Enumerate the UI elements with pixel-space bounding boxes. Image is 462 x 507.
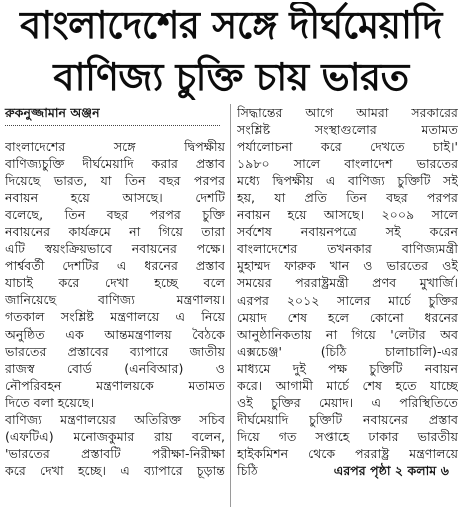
- text-line: নবায়নের কার্যক্রমে না গিয়ে তারা: [5, 224, 225, 240]
- text-line: গতকাল সংশ্লিষ্ট মন্ত্রণালয়ে এ নিয়ে: [5, 309, 225, 325]
- text-line: মাধ্যমে দুই পক্ষ চুক্তিটি নবায়ন: [237, 360, 458, 376]
- left-column-body: [5, 138, 225, 479]
- text-line: সময়ের পররাষ্ট্রমন্ত্রী প্রণব মুখার্জি।: [237, 275, 458, 291]
- continuation-lead: চিঠি: [237, 462, 258, 478]
- text-line: এক্সচেঞ্জ' (চিঠি চালাচালি)-এর: [237, 343, 458, 359]
- continuation-jump-label: এরপর পৃষ্ঠা ২ কলাম ৬: [333, 462, 449, 478]
- text-line: ভারতের প্রস্তাবের ব্যাপারে জাতীয়: [5, 343, 225, 359]
- text-line: বাণিজ্য মন্ত্রণালয়ের অতিরিক্ত সচিব: [5, 411, 225, 427]
- article-column-left: [5, 104, 225, 479]
- text-line: নবায়ন হয়ে আসছে। দেশটি: [5, 190, 225, 206]
- text-line: রাজস্ব বোর্ড (এনবিআর) ও: [5, 360, 225, 376]
- text-line: সংশ্লিষ্ট সংস্থাগুলোর মতামত: [237, 122, 458, 138]
- text-line: দীর্ঘমেয়াদি চুক্তিটি নবায়নের প্রস্তাব: [237, 411, 458, 427]
- text-line: মেয়াদ শেষ হলে কোনো ধরনের: [237, 309, 458, 325]
- text-line: নৌপরিবহন মন্ত্রণালয়কে মতামত: [5, 377, 225, 393]
- text-line: মধ্যে দ্বিপক্ষীয় এ বাণিজ্য চুক্তিটি সই: [237, 173, 458, 189]
- text-line: হাইকমিশন থেকে পররাষ্ট্র মন্ত্রণালয়ে: [237, 445, 458, 461]
- text-line: (এফটিএ) মনোজকুমার রায় বলেন,: [5, 428, 225, 444]
- byline-divider: [5, 125, 220, 126]
- headline-line-1: বাংলাদেশের সঙ্গে দীর্ঘমেয়াদি: [20, 3, 442, 47]
- text-line: সিদ্ধান্তের আগে আমরা সরকারের: [237, 105, 458, 120]
- text-line: পর্যালোচনা করে দেখতে চাই।': [237, 139, 458, 155]
- text-line: বাংলাদেশের তখনকার বাণিজ্যমন্ত্রী: [237, 241, 458, 257]
- text-line: সর্বশেষ নবায়নপত্রে সই করেন: [237, 224, 458, 240]
- text-line: দিয়েছে ভারত, যা তিন বছর পরপর: [5, 173, 225, 189]
- text-line: ওই চুক্তির মেয়াদ। এ পরিস্থিতিতে: [237, 394, 458, 410]
- text-line: দিয়ে গত সপ্তাহে ঢাকার ভারতীয়: [237, 428, 458, 444]
- text-line: এটি স্বয়ংক্রিয়ভাবে নবায়নের পক্ষে।: [5, 241, 225, 257]
- text-line: করে। আগামী মার্চে শেষ হতে যাচ্ছে: [237, 377, 458, 393]
- text-line: বলেছে, তিন বছর পরপর চুক্তি: [5, 207, 225, 223]
- text-line: ১৯৮০ সালে বাংলাদেশ ভারতের: [237, 156, 458, 172]
- text-line: নবায়ন হয়ে আসছে। ২০০৯ সালে: [237, 207, 458, 223]
- column-divider: [230, 104, 231, 507]
- text-line: দিতে বলা হয়েছে।: [5, 394, 95, 410]
- text-line: যাচাই করে দেখা হচ্ছে বলে: [5, 275, 225, 291]
- text-line: পার্শ্ববর্তী দেশটির এ ধরনের প্রস্তাব: [5, 258, 225, 274]
- text-line: অনুষ্ঠিত এক আন্তমন্ত্রণালয় বৈঠকে: [5, 326, 225, 342]
- byline: রুকনুজ্জামান অঞ্জন: [5, 105, 100, 120]
- article-column-right: [237, 104, 458, 479]
- text-line: বাংলাদেশের সঙ্গে দ্বিপক্ষীয়: [5, 139, 225, 154]
- text-line: এরপর ২০১২ সালের মার্চে চুক্তির: [237, 292, 458, 308]
- text-line: করে দেখা হচ্ছে। এ ব্যাপারে চূড়ান্ত: [5, 462, 225, 478]
- right-column-body: [237, 104, 458, 462]
- text-line: 'ভারতের প্রস্তাবটি পরীক্ষা-নিরীক্ষা: [5, 445, 225, 461]
- text-line: বাণিজ্যচুক্তি দীর্ঘমেয়াদি করার প্রস্তাব: [5, 156, 225, 172]
- headline-line-2: বাণিজ্য চুক্তি চায় ভারত: [53, 55, 409, 99]
- text-line: মুহাম্মদ ফারুক খান ও ভারতের ওই: [237, 258, 458, 274]
- text-line: জানিয়েছে বাণিজ্য মন্ত্রণালয়।: [5, 292, 225, 308]
- text-line: আনুষ্ঠানিকতায় না গিয়ে 'লেটার অব: [237, 326, 458, 342]
- continuation-line: [237, 462, 458, 479]
- text-line: হয়, যা প্রতি তিন বছর পরপর: [237, 190, 458, 206]
